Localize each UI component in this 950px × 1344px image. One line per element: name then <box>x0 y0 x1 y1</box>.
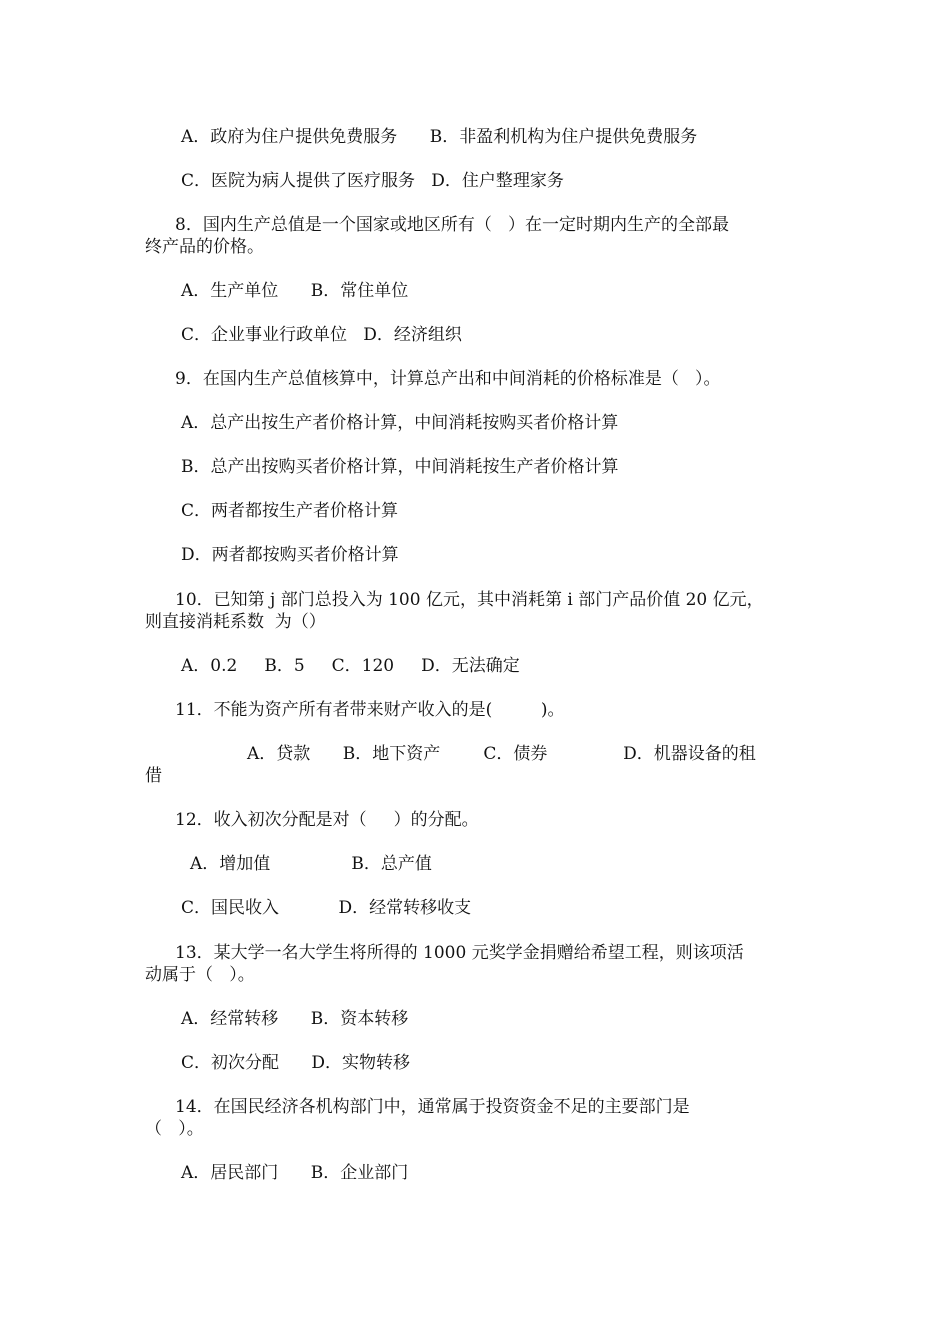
q13-stem-line2: 动属于（ ）。 <box>145 965 255 985</box>
q8-options-ab: A．生产单位 B．常住单位 <box>181 281 409 301</box>
q14-stem-line2: （ ）。 <box>145 1119 204 1139</box>
q8-stem-line2: 终产品的价格。 <box>145 237 264 257</box>
q8-options-cd: C．企业事业行政单位 D．经济组织 <box>181 325 462 345</box>
q11-stem: 11．不能为资产所有者带来财产收入的是( )。 <box>175 700 565 720</box>
q9-option-d: D．两者都按购买者价格计算 <box>181 545 399 565</box>
q12-options-cd: C．国民收入 D．经常转移收支 <box>181 898 472 918</box>
q13-options-cd: C．初次分配 D．实物转移 <box>181 1053 411 1073</box>
q12-stem: 12．收入初次分配是对（ ）的分配。 <box>175 810 479 830</box>
q12-options-ab: A．增加值 B．总产值 <box>190 854 432 874</box>
q10-options: A．0.2 B．5 C．120 D．无法确定 <box>181 656 520 676</box>
q8-stem-line1: 8．国内生产总值是一个国家或地区所有（ ）在一定时期内生产的全部最 <box>175 215 730 235</box>
q10-stem-line1: 10．已知第 j 部门总投入为 100 亿元，其中消耗第 i 部门产品价值 20 亿元， <box>175 590 764 610</box>
q13-stem-line1: 13．某大学一名大学生将所得的 1000 元奖学金捐赠给希望工程，则该项活 <box>175 943 744 963</box>
q9-option-c: C．两者都按生产者价格计算 <box>181 501 399 521</box>
q14-stem-line1: 14．在国民经济各机构部门中，通常属于投资资金不足的主要部门是 <box>175 1097 690 1117</box>
q7-options-ab: A．政府为住户提供免费服务 B．非盈利机构为住户提供免费服务 <box>181 127 698 147</box>
q14-options-ab: A．居民部门 B．企业部门 <box>181 1163 409 1183</box>
q11-options: A．贷款 B．地下资产 C．债券 D．机器设备的租 <box>247 744 756 764</box>
q9-stem: 9．在国内生产总值核算中，计算总产出和中间消耗的价格标准是（ ）。 <box>175 369 721 389</box>
q10-stem-line2: 则直接消耗系数 为（） <box>145 612 326 632</box>
q11-options-wrap: 借 <box>145 766 162 786</box>
q7-options-cd: C．医院为病人提供了医疗服务 D．住户整理家务 <box>181 171 564 191</box>
q9-option-a: A．总产出按生产者价格计算，中间消耗按购买者价格计算 <box>181 413 619 433</box>
q9-option-b: B．总产出按购买者价格计算，中间消耗按生产者价格计算 <box>181 457 619 477</box>
q13-options-ab: A．经常转移 B．资本转移 <box>181 1009 409 1029</box>
